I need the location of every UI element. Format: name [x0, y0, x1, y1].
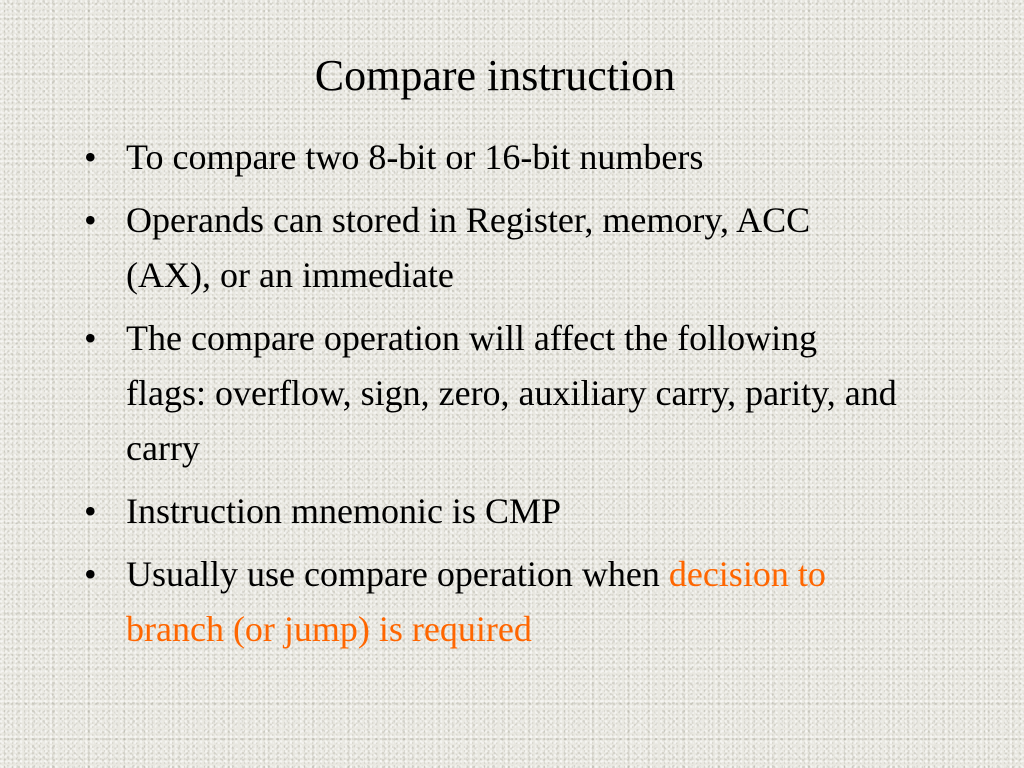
bullet-list: [84, 130, 904, 665]
bullet-text: To compare two 8-bit or 16-bit numbers: [126, 137, 704, 177]
bullet-text: Operands can stored in Register, memory, ACC (AX), or an immediate: [126, 200, 811, 295]
bullet-item: [84, 130, 904, 185]
bullet-icon: •: [84, 491, 97, 531]
slide-title: Compare instruction: [314, 51, 676, 100]
bullet-text: Usually use compare operation when: [126, 554, 669, 594]
bullet-item: [84, 547, 904, 657]
bullet-icon: •: [84, 318, 97, 358]
bullet-item: [84, 484, 904, 539]
bullet-item: [84, 193, 904, 303]
bullet-text: The compare operation will affect the following flags: overflow, sign, zero, auxiliary carry, parity, and carry: [126, 318, 897, 468]
bullet-text: Instruction mnemonic is CMP: [126, 491, 561, 531]
bullet-highlight-text: decision to branch (or jump) is required: [126, 554, 826, 649]
bullet-item: [84, 311, 904, 476]
bullet-icon: •: [84, 200, 97, 240]
bullet-icon: •: [84, 137, 97, 177]
bullet-icon: •: [84, 554, 97, 594]
